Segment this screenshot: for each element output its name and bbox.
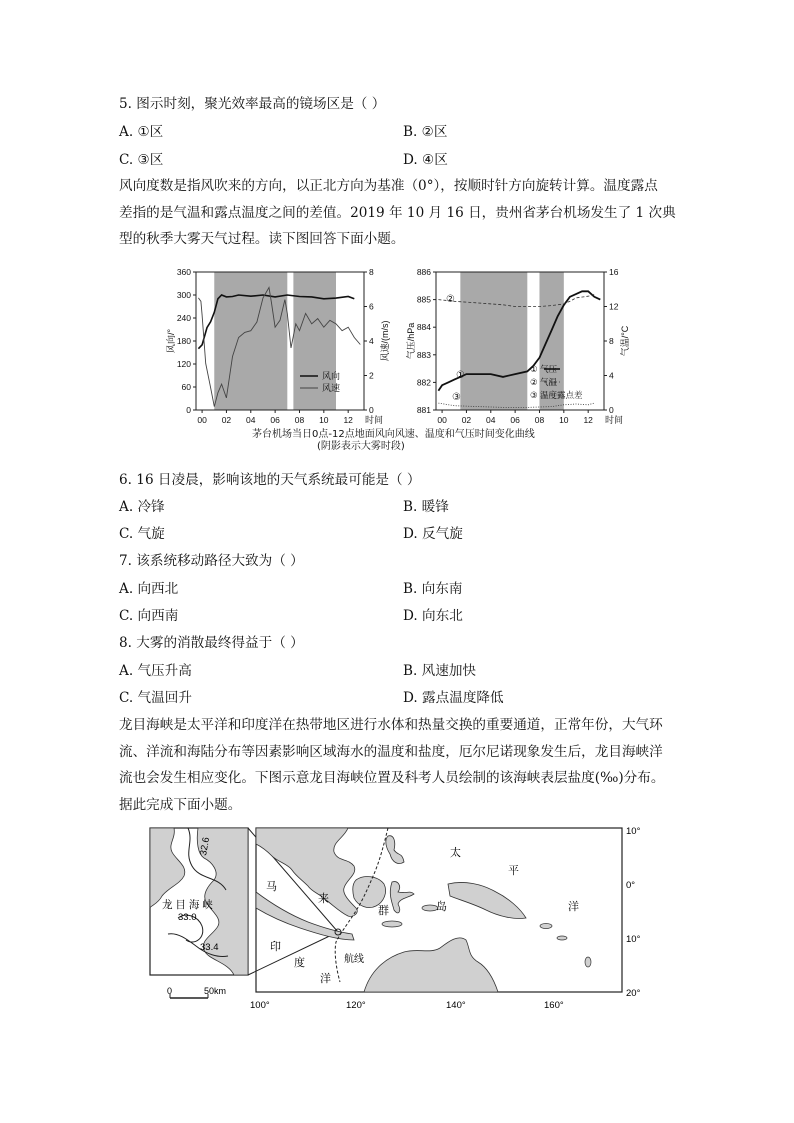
- y-left-label: 气压/hPa: [406, 322, 416, 360]
- label-dao: 岛: [436, 901, 447, 913]
- right-tick-label-4: 4: [369, 336, 374, 346]
- label-qun: 群: [378, 905, 389, 917]
- x-tick-label-02: 02: [221, 415, 232, 425]
- left-tick-label-885: 885: [416, 294, 431, 305]
- right-tick-label-8: 8: [369, 267, 374, 277]
- isohaline-label-33.4: 33.4: [200, 942, 219, 953]
- x-tick-label-00: 00: [197, 415, 207, 425]
- right-tick-label-4: 4: [609, 370, 614, 381]
- y-left-label: 风向/°: [166, 328, 176, 354]
- intro-paragraph-lombok: 龙目海峡是太平洋和印度洋在热带地区进行水体和热量交换的重要通道，正常年份，大气环 流、洋流和海陆分布等因素影响区域海水的温度和盐度，厄尔尼诺现象发生后，龙目海峡洋 流也会发生相应变化。下图示意龙目海峡位置及科考人员绘制的该海峡表层盐度(‰)分布。 据此完成下面小题。: [119, 717, 665, 813]
- label-ping: 平: [508, 865, 519, 877]
- scale-label: 50km: [204, 986, 227, 996]
- label-du: 度: [294, 957, 305, 969]
- left-tick-label-240: 240: [176, 313, 191, 323]
- q8-option-c[interactable]: C. 气温回升: [119, 690, 192, 706]
- chart-caption: 茅台机场当日0点-12点地面风向风速、温度和气压时间变化曲线: [252, 429, 535, 440]
- q5-option-d[interactable]: D. ④区: [403, 152, 448, 168]
- left-tick-label-60: 60: [181, 382, 191, 392]
- isohaline-label-32.6: 32.6: [198, 836, 213, 857]
- x-tick-label-06: 06: [270, 415, 280, 425]
- q5-option-c[interactable]: C. ③区: [119, 152, 164, 168]
- left-tick-label-120: 120: [176, 359, 191, 369]
- chart-caption-note: (阴影表示大雾时段): [317, 441, 405, 452]
- fog-charts: [150, 262, 650, 438]
- left-tick-label-886: 886: [416, 267, 431, 277]
- left-tick-label-884: 884: [416, 322, 431, 333]
- left-tick-label-882: 882: [416, 377, 431, 388]
- x-tick-label-00: 00: [437, 415, 447, 425]
- legend-label-wind-speed: 风速: [322, 383, 341, 393]
- q6-option-a[interactable]: A. 冷锋: [119, 499, 165, 515]
- legend-pressure: [530, 364, 583, 400]
- fog-shade-0: [214, 272, 287, 410]
- wind-chart: [165, 267, 390, 425]
- q8-option-d[interactable]: D. 露点温度降低: [403, 690, 504, 706]
- lat-0: 0°: [626, 880, 636, 891]
- lon-120: 120°: [346, 1000, 366, 1011]
- legend-label-pressure: ① 气压: [530, 364, 557, 374]
- y-right-label: 气温/°C: [620, 325, 630, 357]
- legend-label-dewpoint-diff: ③ 温度露点差: [530, 390, 583, 400]
- x-tick-label-02: 02: [461, 415, 472, 425]
- y-right-label: 风速/(m/s): [380, 320, 390, 362]
- q5-option-b[interactable]: B. ②区: [403, 124, 448, 140]
- q6-option-c[interactable]: C. 气旋: [119, 526, 165, 542]
- scale-zero: 0: [167, 986, 173, 996]
- lon-160: 160°: [544, 1000, 564, 1011]
- label-yang-indian: 洋: [320, 973, 331, 985]
- left-tick-label-883: 883: [416, 349, 431, 360]
- marker-dewpoint-diff: ③: [452, 392, 461, 403]
- right-tick-label-12: 12: [609, 301, 619, 312]
- lat-10n: 10°: [626, 826, 641, 837]
- isohaline-label-33.0: 33.0: [178, 912, 197, 923]
- q6-option-d[interactable]: D. 反气旋: [403, 526, 463, 542]
- right-tick-label-2: 2: [369, 370, 374, 381]
- right-tick-label-16: 16: [609, 267, 619, 277]
- lon-100: 100°: [250, 1000, 270, 1011]
- q8-option-a[interactable]: A. 气压升高: [119, 663, 192, 679]
- left-tick-label-180: 180: [176, 336, 191, 346]
- label-route: 航线: [344, 954, 364, 965]
- q7-stem: 7. 该系统移动路径大致为（ ）: [119, 553, 304, 569]
- q7-option-d[interactable]: D. 向东北: [403, 608, 463, 624]
- pressure-temperature-chart: [405, 267, 630, 425]
- q8-stem: 8. 大雾的消散最终得益于（ ）: [119, 635, 304, 651]
- label-yang-pacific: 洋: [568, 901, 579, 913]
- x-tick-label-04: 04: [246, 415, 256, 425]
- land-borneo: [353, 877, 386, 908]
- q8-option-b[interactable]: B. 风速加快: [403, 663, 477, 679]
- left-tick-label-0: 0: [186, 405, 191, 415]
- inset-strait-label: 龙 目 海 峡: [162, 899, 213, 911]
- legend-label-temperature: ② 气温: [530, 377, 557, 387]
- fog-shade-0: [460, 272, 527, 410]
- marker-temperature: ②: [446, 294, 455, 305]
- lon-140: 140°: [446, 1000, 466, 1011]
- right-tick-label-8: 8: [609, 336, 614, 346]
- q6-option-b[interactable]: B. 暖锋: [403, 499, 449, 515]
- intro-paragraph-fog: 风向度数是指风吹来的方向，以正北方向为基准（0°），按顺时针方向旋转计算。温度露点 差指的是气温和露点温度之间的差值。2019 年 10 月 16 日，贵州省茅台机场发生了 1 次典 型的秋季大雾天气过程。读下图回答下面小题。: [119, 178, 676, 247]
- q7-option-b[interactable]: B. 向东南: [403, 581, 463, 597]
- x-axis-label: 时间: [364, 415, 384, 425]
- q7-option-a[interactable]: A. 向西北: [119, 581, 179, 597]
- x-axis-label: 时间: [604, 415, 624, 425]
- right-tick-label-6: 6: [369, 301, 374, 312]
- x-tick-label-10: 10: [319, 415, 329, 425]
- lat-20s: 20°: [626, 988, 641, 999]
- left-tick-label-300: 300: [176, 290, 191, 300]
- label-ma: 马: [266, 881, 277, 893]
- label-yin: 印: [270, 941, 281, 953]
- left-tick-label-360: 360: [176, 267, 191, 277]
- x-tick-label-08: 08: [534, 415, 545, 425]
- marker-pressure: ①: [456, 370, 465, 381]
- q5-stem: 5. 图示时刻，聚光效率最高的镜场区是（ ）: [119, 96, 386, 112]
- label-lai: 来: [318, 893, 329, 905]
- q6-stem: 6. 16 日凌晨，影响该地的天气系统最可能是（ ）: [119, 472, 421, 488]
- lat-10s: 10°: [626, 934, 641, 945]
- right-tick-label-0: 0: [609, 405, 614, 415]
- legend-label-wind-direction: 风向: [322, 371, 341, 381]
- x-tick-label-12: 12: [343, 415, 353, 425]
- right-tick-label-0: 0: [369, 405, 374, 415]
- lombok-strait-map: [148, 822, 648, 1012]
- x-tick-label-10: 10: [559, 415, 569, 425]
- x-tick-label-12: 12: [583, 415, 593, 425]
- x-tick-label-08: 08: [294, 415, 305, 425]
- left-tick-label-881: 881: [416, 405, 431, 415]
- x-tick-label-06: 06: [510, 415, 520, 425]
- x-tick-label-04: 04: [486, 415, 496, 425]
- q7-option-c[interactable]: C. 向西南: [119, 608, 179, 624]
- label-tai: 太: [450, 847, 461, 859]
- q5-option-a[interactable]: A. ①区: [119, 124, 164, 140]
